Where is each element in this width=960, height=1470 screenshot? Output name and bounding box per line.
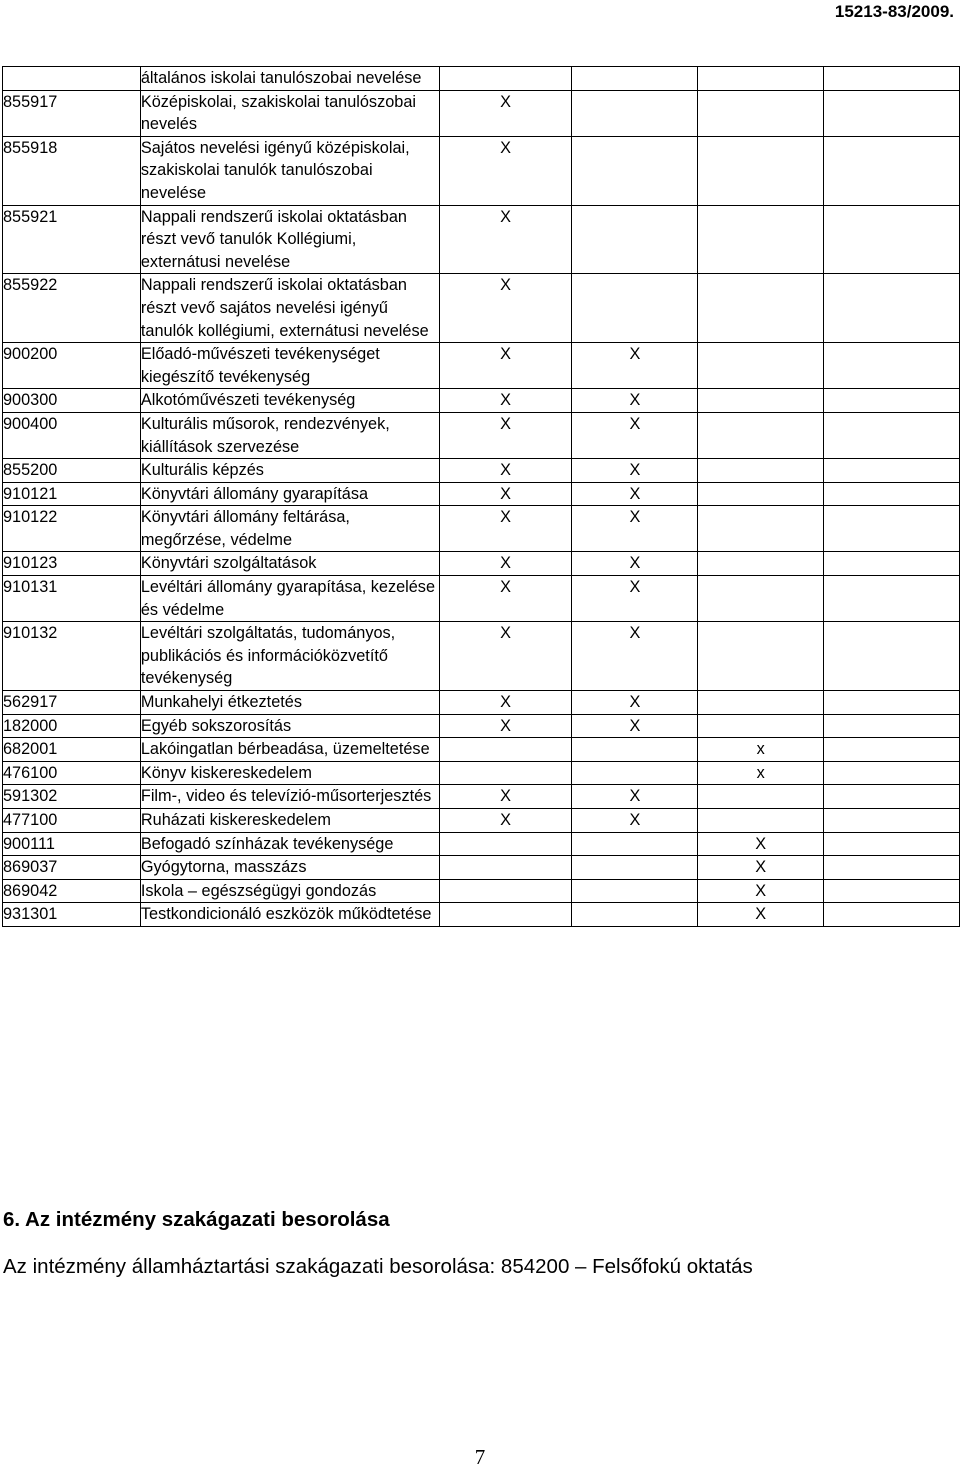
mark-cell-2 — [572, 136, 698, 205]
code-cell: 855922 — [3, 274, 141, 343]
table-row — [3, 714, 960, 738]
description-cell: Sajátos nevelési igényű középiskolai, szakiskolai tanulók tanulószobai nevelése — [140, 136, 439, 205]
mark-cell-3 — [698, 552, 824, 576]
mark-cell-4 — [824, 506, 960, 552]
table-row — [3, 343, 960, 389]
mark-cell-1 — [439, 67, 572, 91]
mark-cell-1: X — [439, 622, 572, 691]
table-row — [3, 809, 960, 833]
mark-cell-2 — [572, 761, 698, 785]
mark-cell-2 — [572, 90, 698, 136]
mark-cell-3 — [698, 691, 824, 715]
table-row — [3, 90, 960, 136]
table-row — [3, 832, 960, 856]
description-cell: Könyvtári állomány feltárása, megőrzése, védelme — [140, 506, 439, 552]
code-cell: 562917 — [3, 691, 141, 715]
activity-table-body — [3, 67, 960, 927]
code-cell: 910132 — [3, 622, 141, 691]
description-cell: Kulturális műsorok, rendezvények, kiállítások szervezése — [140, 412, 439, 458]
mark-cell-4 — [824, 343, 960, 389]
mark-cell-4 — [824, 136, 960, 205]
section-heading: 6. Az intézmény szakágazati besorolása — [3, 1208, 390, 1231]
mark-cell-2 — [572, 879, 698, 903]
code-cell: 182000 — [3, 714, 141, 738]
table-row — [3, 459, 960, 483]
mark-cell-3 — [698, 459, 824, 483]
description-cell: Egyéb sokszorosítás — [140, 714, 439, 738]
description-cell: Testkondicionáló eszközök működtetése — [140, 903, 439, 927]
code-cell: 900300 — [3, 389, 141, 413]
mark-cell-3: X — [698, 856, 824, 880]
description-cell: Alkotóművészeti tevékenység — [140, 389, 439, 413]
mark-cell-3: X — [698, 903, 824, 927]
mark-cell-1 — [439, 832, 572, 856]
mark-cell-1: X — [439, 576, 572, 622]
mark-cell-1: X — [439, 205, 572, 274]
activity-table — [2, 66, 960, 927]
description-cell: Befogadó színházak tevékenysége — [140, 832, 439, 856]
mark-cell-4 — [824, 67, 960, 91]
mark-cell-3 — [698, 274, 824, 343]
mark-cell-2 — [572, 738, 698, 762]
mark-cell-2: X — [572, 506, 698, 552]
mark-cell-3 — [698, 205, 824, 274]
mark-cell-2: X — [572, 412, 698, 458]
code-cell: 682001 — [3, 738, 141, 762]
table-row — [3, 482, 960, 506]
mark-cell-2: X — [572, 576, 698, 622]
code-cell: 900200 — [3, 343, 141, 389]
mark-cell-2: X — [572, 691, 698, 715]
mark-cell-4 — [824, 274, 960, 343]
mark-cell-2 — [572, 832, 698, 856]
code-cell: 931301 — [3, 903, 141, 927]
description-cell: Könyvtári szolgáltatások — [140, 552, 439, 576]
table-row — [3, 691, 960, 715]
mark-cell-1: X — [439, 809, 572, 833]
mark-cell-1 — [439, 856, 572, 880]
mark-cell-4 — [824, 389, 960, 413]
mark-cell-1: X — [439, 136, 572, 205]
mark-cell-3 — [698, 622, 824, 691]
mark-cell-4 — [824, 785, 960, 809]
code-cell: 855917 — [3, 90, 141, 136]
mark-cell-2: X — [572, 459, 698, 483]
description-cell: Nappali rendszerű iskolai oktatásban részt vevő sajátos nevelési igényű tanulók kollégiumi, externátusi nevelése — [140, 274, 439, 343]
description-cell: Könyvtári állomány gyarapítása — [140, 482, 439, 506]
mark-cell-3: x — [698, 761, 824, 785]
mark-cell-1 — [439, 761, 572, 785]
mark-cell-2 — [572, 67, 698, 91]
mark-cell-4 — [824, 738, 960, 762]
document-id: 15213-83/2009. — [834, 2, 954, 21]
mark-cell-3 — [698, 67, 824, 91]
mark-cell-3 — [698, 343, 824, 389]
mark-cell-1 — [439, 738, 572, 762]
mark-cell-4 — [824, 576, 960, 622]
mark-cell-4 — [824, 856, 960, 880]
mark-cell-3: X — [698, 879, 824, 903]
mark-cell-3: x — [698, 738, 824, 762]
mark-cell-1: X — [439, 412, 572, 458]
description-cell: Középiskolai, szakiskolai tanulószobai nevelés — [140, 90, 439, 136]
mark-cell-3 — [698, 576, 824, 622]
code-cell: 591302 — [3, 785, 141, 809]
mark-cell-1: X — [439, 714, 572, 738]
description-cell: Nappali rendszerű iskolai oktatásban részt vevő tanulók Kollégiumi, externátusi nevelése — [140, 205, 439, 274]
mark-cell-4 — [824, 205, 960, 274]
mark-cell-1: X — [439, 482, 572, 506]
table-row — [3, 879, 960, 903]
mark-cell-4 — [824, 552, 960, 576]
table-row — [3, 506, 960, 552]
description-cell: Film-, video és televízió-műsorterjesztés — [140, 785, 439, 809]
mark-cell-1 — [439, 903, 572, 927]
table-row — [3, 274, 960, 343]
classification-line: Az intézmény államháztartási szakágazati besorolása: 854200 – Felsőfokú oktatás — [3, 1255, 753, 1278]
mark-cell-1: X — [439, 90, 572, 136]
description-cell: Iskola – egészségügyi gondozás — [140, 879, 439, 903]
page-number: 7 — [474, 1445, 486, 1469]
code-cell: 869042 — [3, 879, 141, 903]
mark-cell-1 — [439, 879, 572, 903]
table-row — [3, 903, 960, 927]
description-cell: Ruházati kiskereskedelem — [140, 809, 439, 833]
description-cell: Levéltári állomány gyarapítása, kezelése és védelme — [140, 576, 439, 622]
description-cell: általános iskolai tanulószobai nevelése — [140, 67, 439, 91]
table-row — [3, 576, 960, 622]
description-cell: Kulturális képzés — [140, 459, 439, 483]
mark-cell-1: X — [439, 459, 572, 483]
code-cell: 855918 — [3, 136, 141, 205]
mark-cell-2: X — [572, 389, 698, 413]
mark-cell-4 — [824, 761, 960, 785]
code-cell: 910122 — [3, 506, 141, 552]
mark-cell-3 — [698, 809, 824, 833]
code-cell: 910131 — [3, 576, 141, 622]
table-row — [3, 67, 960, 91]
mark-cell-4 — [824, 879, 960, 903]
code-cell: 476100 — [3, 761, 141, 785]
table-row — [3, 205, 960, 274]
table-row — [3, 785, 960, 809]
mark-cell-1: X — [439, 691, 572, 715]
table-row — [3, 738, 960, 762]
table-row — [3, 389, 960, 413]
mark-cell-3 — [698, 785, 824, 809]
description-cell: Előadó-művészeti tevékenységet kiegészítő tevékenység — [140, 343, 439, 389]
mark-cell-4 — [824, 809, 960, 833]
mark-cell-2: X — [572, 622, 698, 691]
mark-cell-4 — [824, 412, 960, 458]
code-cell: 869037 — [3, 856, 141, 880]
mark-cell-2 — [572, 274, 698, 343]
mark-cell-3 — [698, 136, 824, 205]
mark-cell-3 — [698, 714, 824, 738]
code-cell: 900400 — [3, 412, 141, 458]
mark-cell-4 — [824, 691, 960, 715]
code-cell: 855200 — [3, 459, 141, 483]
table-row — [3, 761, 960, 785]
code-cell: 910121 — [3, 482, 141, 506]
description-cell: Levéltári szolgáltatás, tudományos, publikációs és információközvetítő tevékenység — [140, 622, 439, 691]
table-row — [3, 622, 960, 691]
mark-cell-4 — [824, 459, 960, 483]
table-row — [3, 412, 960, 458]
mark-cell-4 — [824, 482, 960, 506]
mark-cell-2: X — [572, 714, 698, 738]
description-cell: Munkahelyi étkeztetés — [140, 691, 439, 715]
code-cell: 477100 — [3, 809, 141, 833]
mark-cell-2 — [572, 856, 698, 880]
mark-cell-3 — [698, 389, 824, 413]
code-cell: 910123 — [3, 552, 141, 576]
table-row — [3, 552, 960, 576]
mark-cell-4 — [824, 903, 960, 927]
mark-cell-2: X — [572, 809, 698, 833]
description-cell: Gyógytorna, masszázs — [140, 856, 439, 880]
mark-cell-1: X — [439, 552, 572, 576]
code-cell: 855921 — [3, 205, 141, 274]
mark-cell-1: X — [439, 343, 572, 389]
mark-cell-4 — [824, 622, 960, 691]
table-row — [3, 856, 960, 880]
mark-cell-1: X — [439, 785, 572, 809]
mark-cell-4 — [824, 714, 960, 738]
mark-cell-1: X — [439, 389, 572, 413]
description-cell: Lakóingatlan bérbeadása, üzemeltetése — [140, 738, 439, 762]
mark-cell-3: X — [698, 832, 824, 856]
mark-cell-3 — [698, 506, 824, 552]
mark-cell-3 — [698, 482, 824, 506]
mark-cell-2: X — [572, 785, 698, 809]
table-row — [3, 136, 960, 205]
mark-cell-2 — [572, 903, 698, 927]
mark-cell-1: X — [439, 274, 572, 343]
mark-cell-2: X — [572, 552, 698, 576]
mark-cell-2: X — [572, 482, 698, 506]
code-cell — [3, 67, 141, 91]
mark-cell-2 — [572, 205, 698, 274]
mark-cell-3 — [698, 412, 824, 458]
code-cell: 900111 — [3, 832, 141, 856]
mark-cell-3 — [698, 90, 824, 136]
mark-cell-4 — [824, 832, 960, 856]
mark-cell-1: X — [439, 506, 572, 552]
mark-cell-4 — [824, 90, 960, 136]
description-cell: Könyv kiskereskedelem — [140, 761, 439, 785]
mark-cell-2: X — [572, 343, 698, 389]
